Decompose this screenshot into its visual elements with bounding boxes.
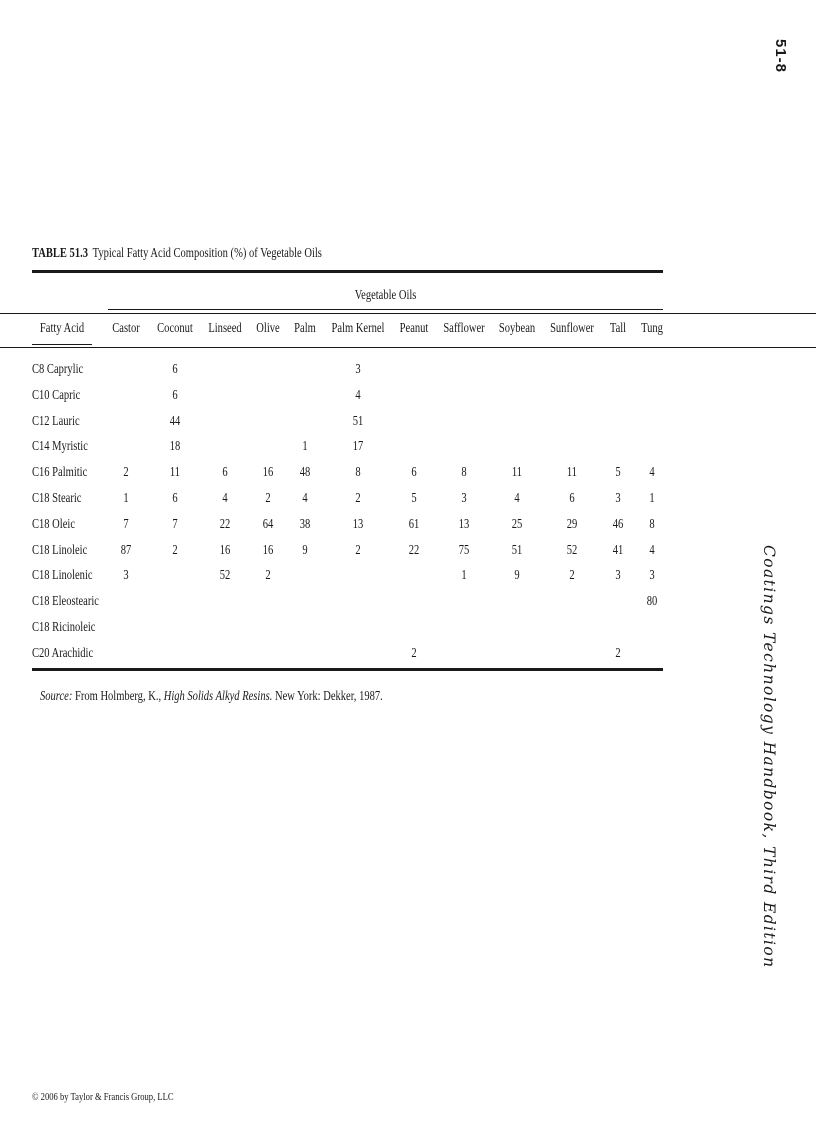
- header-rule-bottom: [0, 347, 816, 348]
- row-label: C14 Myristic: [32, 438, 88, 453]
- table-cell: 6: [411, 464, 417, 479]
- group-header: Vegetable Oils: [354, 287, 417, 302]
- column-header: Safflower: [443, 320, 485, 335]
- table-cell: 48: [299, 464, 311, 479]
- table-cell: 7: [172, 516, 178, 531]
- table-cell: 6: [172, 490, 178, 505]
- table-cell: 4: [222, 490, 228, 505]
- row-label: C16 Palmitic: [32, 464, 88, 479]
- table-cell: 38: [299, 516, 311, 531]
- table-cell: 11: [511, 464, 523, 479]
- column-header: Peanut: [399, 320, 429, 335]
- table-cell: 4: [355, 387, 361, 402]
- column-header: Palm: [294, 320, 316, 335]
- table-cell: 4: [649, 542, 655, 557]
- table-cell: 11: [566, 464, 578, 479]
- table-cell: 8: [649, 516, 655, 531]
- table-cell: 87: [120, 542, 132, 557]
- table-cell: 64: [262, 516, 274, 531]
- source-text-before: From Holmberg, K.,: [72, 688, 164, 703]
- table-bottom-rule: [32, 668, 663, 671]
- table-cell: 44: [169, 413, 181, 428]
- table-cell: 41: [612, 542, 624, 557]
- table-cell: 29: [566, 516, 578, 531]
- table-top-rule: [32, 270, 663, 273]
- table-cell: 16: [219, 542, 231, 557]
- table-cell: 13: [352, 516, 364, 531]
- row-label: C12 Lauric: [32, 413, 80, 428]
- table-label: TABLE 51.3: [32, 245, 88, 260]
- table-cell: 3: [123, 567, 129, 582]
- source-note: [40, 688, 383, 704]
- column-header: Castor: [112, 320, 140, 335]
- source-text-after: New York: Dekker, 1987.: [272, 688, 383, 703]
- table-cell: 9: [302, 542, 308, 557]
- table-cell: 5: [615, 464, 621, 479]
- row-label: C10 Capric: [32, 387, 81, 402]
- column-header: Sunflower: [550, 320, 594, 335]
- table-cell: 22: [408, 542, 420, 557]
- table-cell: 51: [511, 542, 523, 557]
- table-cell: 3: [355, 361, 361, 376]
- table-cell: 3: [615, 490, 621, 505]
- table-cell: 18: [169, 438, 181, 453]
- table-cell: 2: [569, 567, 575, 582]
- stub-header-underline: [32, 344, 92, 345]
- row-label: C18 Oleic: [32, 516, 75, 531]
- table-cell: 1: [123, 490, 129, 505]
- table-cell: 11: [169, 464, 181, 479]
- table-cell: 1: [649, 490, 655, 505]
- row-label: C18 Ricinoleic: [32, 619, 96, 634]
- table-cell: 16: [262, 542, 274, 557]
- table-cell: 2: [355, 542, 361, 557]
- table-cell: 3: [649, 567, 655, 582]
- table-cell: 46: [612, 516, 624, 531]
- table-cell: 2: [355, 490, 361, 505]
- row-label: C18 Linoleic: [32, 542, 88, 557]
- column-header: Tung: [641, 320, 663, 335]
- table-title: Typical Fatty Acid Composition (%) of Vegetable Oils: [92, 245, 322, 260]
- table-cell: 75: [458, 542, 470, 557]
- source-label: Source:: [40, 688, 73, 703]
- table-cell: 2: [411, 645, 417, 660]
- table-cell: 9: [514, 567, 520, 582]
- table-cell: 22: [219, 516, 231, 531]
- table-cell: 1: [302, 438, 308, 453]
- table-cell: 2: [172, 542, 178, 557]
- table-cell: 3: [615, 567, 621, 582]
- row-label: C18 Stearic: [32, 490, 82, 505]
- row-label: C18 Linolenic: [32, 567, 93, 582]
- table-cell: 6: [222, 464, 228, 479]
- table-cell: 16: [262, 464, 274, 479]
- table-cell: 2: [265, 567, 271, 582]
- table-cell: 80: [646, 593, 658, 608]
- table-cell: 2: [123, 464, 129, 479]
- column-header: Tall: [609, 320, 627, 335]
- table-cell: 52: [219, 567, 231, 582]
- table-caption: [32, 245, 322, 261]
- table-cell: 13: [458, 516, 470, 531]
- table-cell: 8: [461, 464, 467, 479]
- row-label: C18 Eleostearic: [32, 593, 99, 608]
- row-label: C8 Caprylic: [32, 361, 84, 376]
- group-header-rule: [108, 309, 663, 310]
- column-header: Olive: [256, 320, 280, 335]
- column-header: Soybean: [498, 320, 536, 335]
- column-header: Coconut: [157, 320, 193, 335]
- table-cell: 6: [172, 361, 178, 376]
- table-cell: 51: [352, 413, 364, 428]
- page-number: 51-8: [772, 38, 789, 74]
- table-cell: 61: [408, 516, 420, 531]
- table-cell: 2: [615, 645, 621, 660]
- table-cell: 4: [649, 464, 655, 479]
- table-cell: 5: [411, 490, 417, 505]
- row-label: C20 Arachidic: [32, 645, 94, 660]
- table-cell: 1: [461, 567, 467, 582]
- table-cell: 6: [569, 490, 575, 505]
- table-cell: 2: [265, 490, 271, 505]
- column-header: Linseed: [208, 320, 242, 335]
- table-cell: 6: [172, 387, 178, 402]
- table-cell: 52: [566, 542, 578, 557]
- table-cell: 3: [461, 490, 467, 505]
- header-rule-top: [0, 313, 816, 314]
- table-cell: 7: [123, 516, 129, 531]
- table-cell: 4: [302, 490, 308, 505]
- column-header: Palm Kernel: [331, 320, 385, 335]
- table-cell: 4: [514, 490, 520, 505]
- table-cell: 17: [352, 438, 364, 453]
- table-cell: 25: [511, 516, 523, 531]
- stub-header: Fatty Acid: [39, 320, 85, 335]
- book-title: Coatings Technology Handbook, Third Edition: [760, 545, 778, 969]
- source-work-title: High Solids Alkyd Resins.: [163, 688, 273, 703]
- copyright-notice: © 2006 by Taylor & Francis Group, LLC: [32, 1091, 174, 1103]
- table-cell: 8: [355, 464, 361, 479]
